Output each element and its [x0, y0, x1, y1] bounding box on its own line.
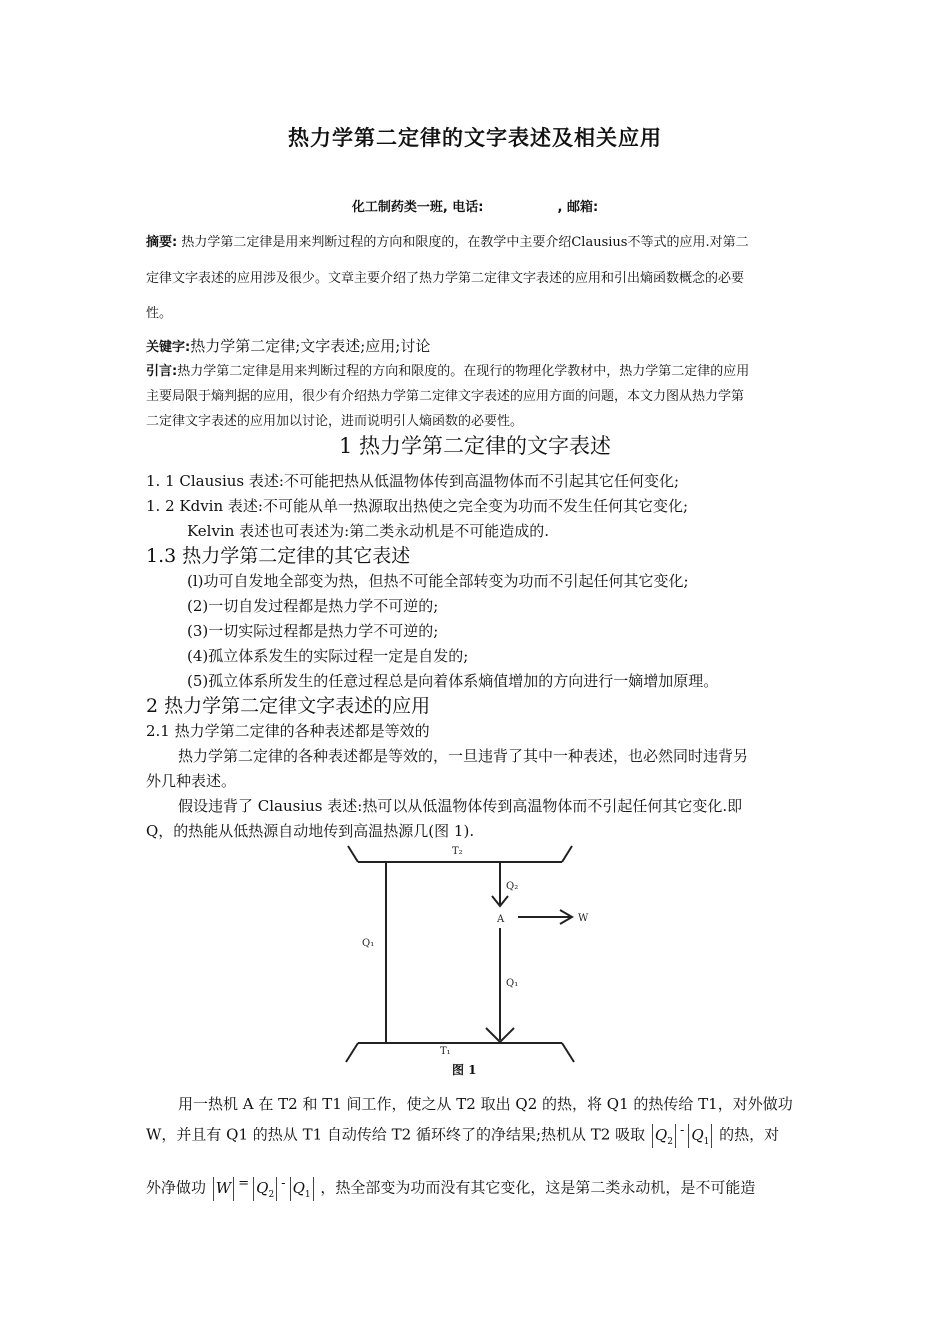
formula-w-equals	[211, 1176, 316, 1201]
formula-q2-minus-q1	[650, 1123, 715, 1148]
abs-bar	[652, 1124, 653, 1148]
abstract-line-1	[146, 231, 810, 250]
intro-label: 引言:	[146, 364, 178, 379]
section-1-3-heading: 1.3 热力学第二定律的其它表述	[146, 545, 411, 567]
math-q: Q	[654, 1126, 668, 1144]
math-minus: -	[679, 1123, 685, 1138]
label-q1-right: Q₁	[506, 978, 519, 989]
keywords-text: 热力学第二定律;文字表述;应用;讨论	[190, 337, 431, 355]
math-sub-2: 2	[268, 1190, 275, 1200]
label-w: W	[578, 913, 589, 924]
section-2-1-heading: 2.1 热力学第二定律的各种表述都是等效的	[146, 722, 430, 740]
abs-bar	[675, 1124, 676, 1148]
reservoir-t1-right-tick	[562, 1043, 574, 1062]
reservoir-t1-left-tick	[346, 1043, 358, 1062]
section-1-heading: 1 热力学第二定律的文字表述	[338, 434, 612, 458]
statement-list-item-3: (3)一切实际过程都是热力学不可逆的;	[187, 622, 439, 640]
reservoir-t2-right-tick	[562, 846, 572, 862]
para-2-line-1: 假设违背了 Clausius 表述:热可以从低温物体传到高温物体而不引起任何其它变化.即	[178, 797, 743, 815]
intro-line-1	[146, 360, 810, 379]
para-2-line-2: Q，的热能从低热源自动地传到高温热源几(图 1).	[146, 822, 475, 840]
author-email-label: , 邮箱:	[557, 200, 599, 215]
abs-bar	[711, 1124, 712, 1148]
math-q: Q	[292, 1179, 305, 1197]
label-t2: T₂	[452, 846, 463, 857]
reservoir-t2-left-tick	[348, 846, 358, 862]
figure-1-heat-engine-diagram	[340, 840, 590, 1085]
math-w: W	[215, 1179, 232, 1197]
para-3-line-3-text-b: ，热全部变为功而没有其它变化，这是第二类永动机，是不可能造	[320, 1178, 756, 1197]
math-q: Q	[256, 1179, 269, 1197]
para-3-line-3	[146, 1176, 755, 1201]
section-1-item-2: 1. 2 Kdvin 表述:不可能从单一热源取出热使之完全变为功而不发生任何其它变化;	[146, 497, 689, 515]
abstract-label: 摘要:	[146, 235, 178, 250]
math-minus: -	[281, 1176, 286, 1191]
para-3-line-2-text-b: 的热，对	[719, 1125, 780, 1144]
author-affiliation: 化工制药类一班,	[351, 200, 448, 215]
abs-bar	[688, 1124, 689, 1148]
section-1-item-2-note: Kelvin 表述也可表述为:第二类永动机是不可能造成的.	[187, 522, 550, 540]
para-1-line-2: 外几种表述。	[146, 772, 237, 790]
section-2-heading: 2 热力学第二定律文字表述的应用	[146, 695, 431, 717]
para-1-line-1: 热力学第二定律的各种表述都是等效的，一旦违背了其中一种表述，也必然同时违背另	[178, 747, 749, 765]
keywords-label: 关键字:	[146, 340, 191, 355]
label-t1: T₁	[440, 1046, 451, 1057]
keywords-line	[146, 335, 810, 356]
figure-caption: 图 1	[452, 1063, 477, 1077]
math-q: Q	[691, 1126, 704, 1144]
label-q2: Q₂	[506, 881, 519, 892]
abs-bar	[290, 1177, 291, 1201]
abs-bar	[233, 1177, 234, 1201]
math-sub-2: 2	[667, 1137, 673, 1147]
statement-list-item-1: (l)功可自发地全部变为热，但热不可能全部转变为功而不引起任何其它变化;	[187, 572, 689, 590]
para-3-line-2	[146, 1123, 779, 1148]
label-q1-left: Q₁	[362, 938, 375, 949]
abs-bar	[213, 1177, 214, 1201]
statement-list-item-4: (4)孤立体系发生的实际过程一定是自发的;	[187, 647, 469, 665]
para-3-line-3-text-a: 外净做功	[146, 1178, 207, 1197]
math-sub-1: 1	[703, 1137, 710, 1147]
abstract-line-3: 性。	[146, 306, 173, 321]
paper-title: 热力学第二定律的文字表述及相关应用	[288, 125, 662, 150]
author-phone-label: 电话:	[452, 200, 484, 215]
math-sub-1: 1	[304, 1190, 311, 1200]
para-3-line-2-text-a: W，并且有 Q1 的热从 T1 自动传给 T2 循环终了的净结果;热机从 T2 吸取	[146, 1125, 646, 1144]
abstract-text-1: 热力学第二定律是用来判断过程的方向和限度的，在教学中主要介绍Clausius不等式的应用.对第二	[181, 235, 749, 250]
para-3-line-1: 用一热机 A 在 T2 和 T1 间工作，使之从 T2 取出 Q2 的热，将 Q1 的热传给 T1，对外做功	[178, 1095, 793, 1113]
abs-bar	[276, 1177, 277, 1201]
abstract-line-2: 定律文字表述的应用涉及很少。文章主要介绍了热力学第二定律文字表述的应用和引出熵函数概念的必要	[146, 271, 745, 286]
math-equals: =	[238, 1176, 250, 1191]
intro-line-3: 二定律文字表述的应用加以讨论，进而说明引人熵函数的必要性。	[146, 414, 524, 429]
statement-list-item-2: (2)一切自发过程都是热力学不可逆的;	[187, 597, 439, 615]
intro-line-2: 主要局限于熵判据的应用，很少有介绍热力学第二定律文字表述的应用方面的问题，本文力图从热力学第	[146, 389, 745, 404]
intro-text-1: 热力学第二定律是用来判断过程的方向和限度的。在现行的物理化学教材中，热力学第二定律的应用	[177, 364, 750, 379]
abs-bar	[313, 1177, 314, 1201]
author-line	[0, 196, 950, 215]
abs-bar	[253, 1177, 254, 1201]
section-1-item-1: 1. 1 Clausius 表述:不可能把热从低温物体传到高温物体而不引起其它任何变化;	[146, 472, 680, 490]
statement-list-item-5: (5)孤立体系所发生的任意过程总是向着体系熵值增加的方向进行一嫡增加原理。	[187, 672, 719, 690]
label-a: A	[497, 914, 505, 925]
